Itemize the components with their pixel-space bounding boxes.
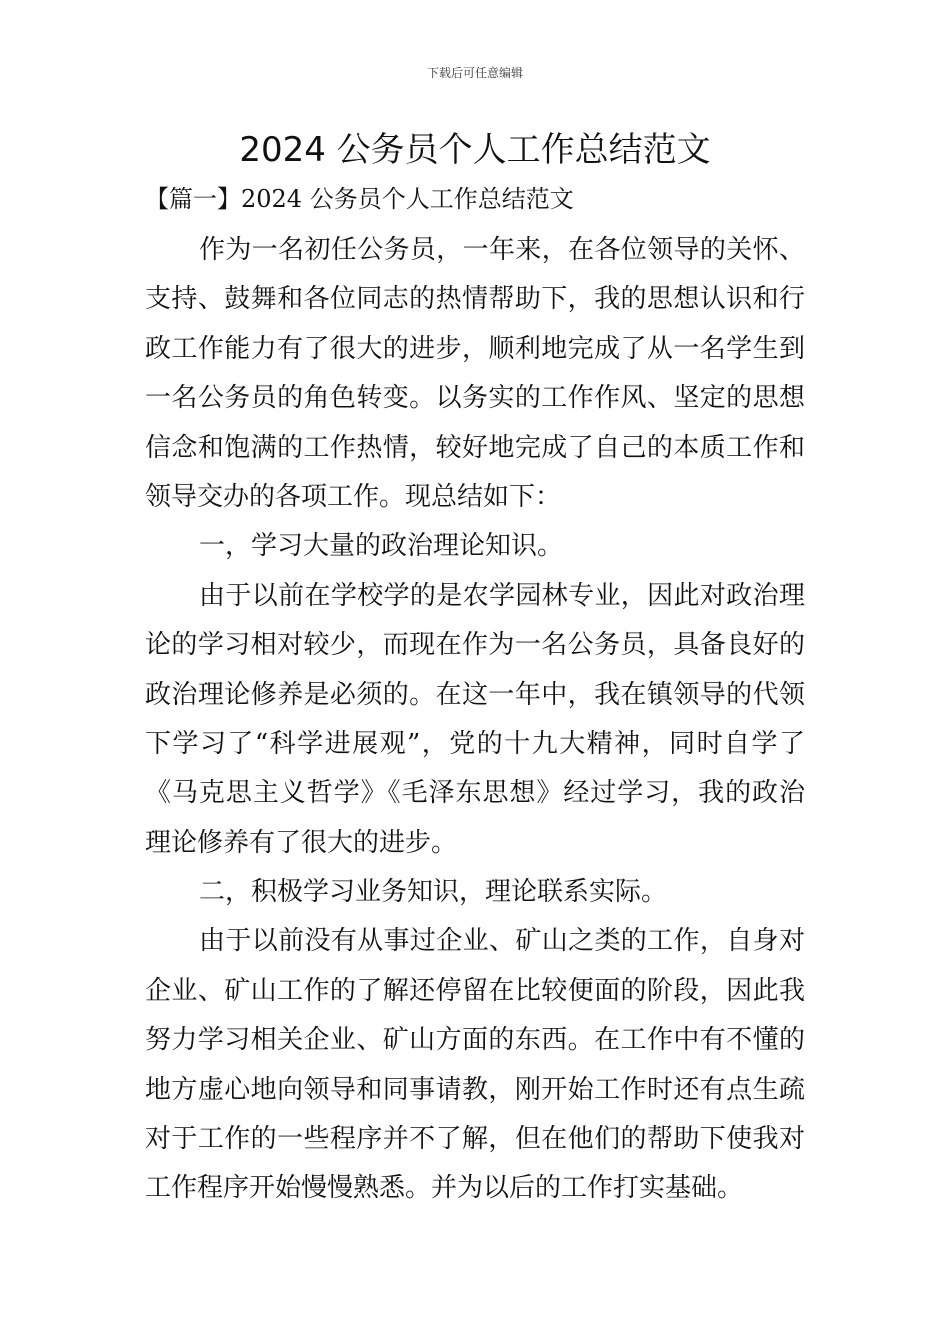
body-line: 企业、矿山工作的了解还停留在比较便面的阶段，因此我 bbox=[145, 975, 805, 1006]
body-line: 一，学习大量的政治理论知识。 bbox=[199, 531, 564, 562]
body-line: 地方虚心地向领导和同事请教，刚开始工作时还有点生疏 bbox=[145, 1074, 805, 1105]
body-line: 理论修养有了很大的进步。 bbox=[145, 827, 458, 858]
body-line: 信念和饱满的工作热情，较好地完成了自己的本质工作和 bbox=[145, 432, 805, 463]
body-line: 领导交办的各项工作。现总结如下： bbox=[145, 481, 562, 512]
body-line: 二，积极学习业务知识，理论联系实际。 bbox=[199, 877, 668, 908]
body-line: 工作程序开始慢慢熟悉。并为以后的工作打实基础。 bbox=[145, 1173, 744, 1204]
body-line: 政工作能力有了很大的进步，顺利地完成了从一名学生到 bbox=[145, 333, 805, 364]
document-body bbox=[145, 226, 805, 1214]
body-line: 《马克思主义哲学》《毛泽东思想》经过学习，我的政治 bbox=[145, 778, 805, 809]
body-line: 由于以前没有从事过企业、矿山之类的工作，自身对 bbox=[199, 926, 805, 957]
body-line: 论的学习相对较少，而现在作为一名公务员，具备良好的 bbox=[145, 630, 805, 661]
body-line: 政治理论修养是必须的。在这一年中，我在镇领导的代领 bbox=[145, 679, 805, 710]
document-title: 2024 公务员个人工作总结范文 bbox=[239, 130, 711, 170]
body-line: 作为一名初任公务员，一年来，在各位领导的关怀、 bbox=[199, 235, 805, 265]
section-heading: 【篇一】2024 公务员个人工作总结范文 bbox=[145, 185, 574, 213]
body-line: 支持、鼓舞和各位同志的热情帮助下，我的思想认识和行 bbox=[145, 284, 805, 315]
body-line: 下学习了“科学进展观”，党的十九大精神，同时自学了 bbox=[145, 728, 805, 759]
body-line: 由于以前在学校学的是农学园林专业，因此对政治理 bbox=[199, 580, 805, 611]
body-line: 对于工作的一些程序并不了解，但在他们的帮助下使我对 bbox=[145, 1124, 805, 1155]
body-line: 努力学习相关企业、矿山方面的东西。在工作中有不懂的 bbox=[145, 1025, 805, 1056]
body-line: 一名公务员的角色转变。以务实的工作作风、坚定的思想 bbox=[145, 383, 805, 414]
page-header-note: 下载后可任意编辑 bbox=[426, 66, 523, 80]
